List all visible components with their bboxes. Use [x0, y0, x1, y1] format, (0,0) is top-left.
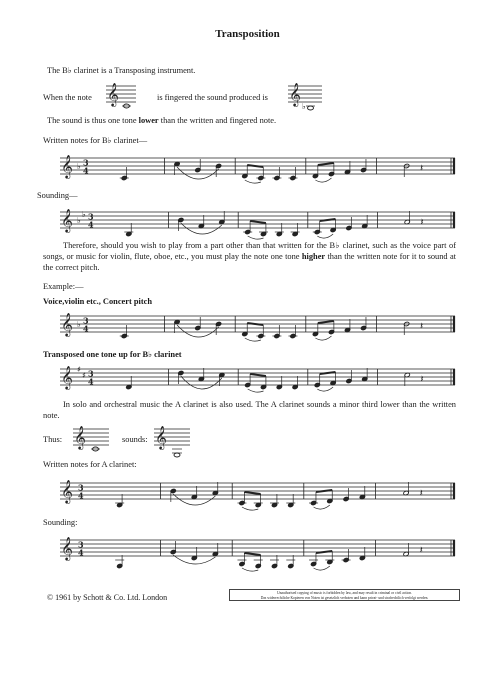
staff-concert-pitch [60, 310, 455, 342]
svg-text:4: 4 [83, 323, 89, 334]
svg-text:𝄞: 𝄞 [61, 536, 73, 560]
copyright-notice [229, 589, 460, 601]
svg-text:𝄞: 𝄞 [61, 312, 73, 336]
svg-text:4: 4 [78, 547, 84, 558]
svg-text:𝄞: 𝄞 [155, 425, 167, 449]
label-transposed: Transposed one tone up for B♭ clarinet [43, 350, 182, 359]
svg-text:♯: ♯ [77, 365, 81, 374]
svg-text:𝄞: 𝄞 [289, 82, 301, 106]
svg-text:3: 3 [88, 368, 94, 379]
label-sounding-2: Sounding: [43, 518, 78, 527]
written-note-example [106, 82, 136, 108]
svg-text:𝄽: 𝄽 [420, 321, 424, 332]
thus-text: Thus: [43, 435, 63, 444]
label-example: Example:— [43, 282, 84, 291]
svg-text:3: 3 [88, 211, 94, 222]
staff-written-a [60, 477, 455, 509]
intro-line: The B♭ clarinet is a Transposing instrument. [47, 66, 196, 75]
svg-text:3: 3 [78, 482, 84, 493]
svg-text:𝄞: 𝄞 [61, 479, 73, 503]
label-sounding-1: Sounding— [37, 191, 78, 200]
notice-line-1: Unauthorised copying of music is forbidden by law, and may result in criminal or civil action. [276, 591, 412, 595]
sounding-note-example [288, 82, 322, 111]
label-written-a: Written notes for A clarinet: [43, 460, 137, 469]
sound-lower-text: The sound is thus one tone lower than the written and fingered note. [47, 116, 277, 125]
svg-text:4: 4 [83, 165, 89, 176]
svg-text:𝄞: 𝄞 [61, 208, 73, 232]
staff-sounding-2 [60, 534, 455, 566]
svg-text:𝄞: 𝄞 [107, 82, 119, 106]
a-clarinet-paragraph: In solo and orchestral music the A clarinet is also used. The A clarinet sounds a minor third lower than the written note. [43, 400, 456, 420]
svg-text:♭: ♭ [302, 102, 306, 111]
svg-text:♭: ♭ [82, 210, 86, 219]
therefore-paragraph: Therefore, should you wish to play from a part other than that written for the B♭ clarinet, such as the voice part of songs, or music for violin, flute, oboe, etc., you must play the note one tone higher than the written note for it to sound at the correct pitch. [43, 241, 456, 272]
thus-note-example [73, 425, 109, 453]
staff-written-bb [60, 152, 455, 184]
copyright: © 1961 by Schott & Co. Ltd. London [47, 593, 168, 602]
svg-text:4: 4 [78, 490, 84, 501]
label-voice: Voice,violin etc., Concert pitch [43, 297, 153, 306]
svg-text:4: 4 [88, 219, 94, 230]
svg-text:𝄽: 𝄽 [420, 163, 424, 174]
svg-text:𝄞: 𝄞 [74, 425, 86, 449]
sounds-note-example [154, 425, 190, 457]
svg-text:𝄞: 𝄞 [61, 365, 73, 389]
svg-text:𝄽: 𝄽 [419, 488, 423, 499]
svg-text:𝄞: 𝄞 [61, 154, 73, 178]
svg-text:3: 3 [83, 157, 89, 168]
svg-text:𝄽: 𝄽 [420, 374, 424, 385]
svg-text:♯: ♯ [82, 371, 86, 380]
svg-text:𝄽: 𝄽 [420, 217, 424, 228]
notice-line-2: Das widerrechtliche Kopieren von Noten ist gesetzlich verboten und kann privat- und strafrechtlich verfolgt werden. [260, 596, 429, 600]
label-written-bb: Written notes for B♭ clarinet— [43, 136, 148, 145]
staff-sounding-1 [60, 206, 455, 238]
staff-transposed [60, 363, 455, 395]
fingered-text: is fingered the sound produced is [157, 93, 268, 102]
when-note-text: When the note [43, 93, 92, 102]
svg-text:3: 3 [78, 539, 84, 550]
svg-text:♭: ♭ [77, 162, 81, 171]
svg-text:3: 3 [83, 315, 89, 326]
svg-text:4: 4 [88, 376, 94, 387]
sounds-text: sounds: [122, 435, 148, 444]
svg-text:𝄽: 𝄽 [419, 545, 423, 556]
page-title: Transposition [215, 28, 280, 40]
svg-text:♭: ♭ [77, 320, 81, 329]
svg-text:♭: ♭ [77, 216, 81, 225]
